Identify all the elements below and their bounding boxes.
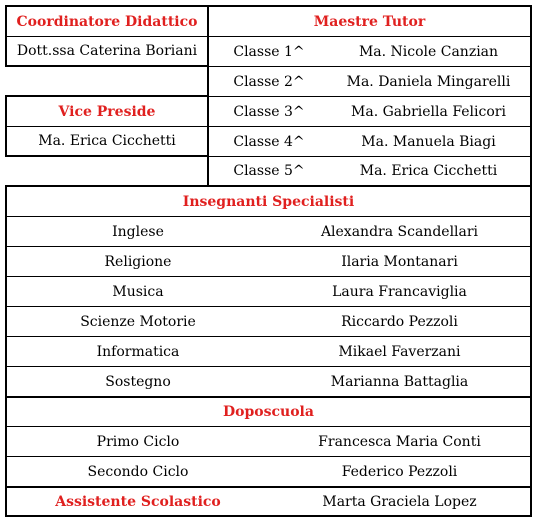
specialisti-title: Insegnanti Specialisti <box>182 193 355 210</box>
specialisti-name-3: Laura Francaviglia <box>332 283 467 300</box>
vice-preside-name: Ma. Erica Cicchetti <box>38 133 176 149</box>
doposcuola-title: Doposcuola <box>223 404 314 420</box>
specialisti-name-2: Ilaria Montanari <box>341 253 458 270</box>
tutor-classe-4: Classe 4^ <box>233 133 305 150</box>
tutor-classe-1: Classe 1^ <box>233 43 305 60</box>
maestre-tutor-title: Maestre Tutor <box>313 13 426 30</box>
coordinatore-box <box>5 5 209 67</box>
specialisti-subject-1: Inglese <box>112 223 164 240</box>
specialisti-name-5: Mikael Faverzani <box>338 343 461 360</box>
specialisti-subject-2: Religione <box>104 253 172 270</box>
maestre-tutor-box <box>207 5 532 187</box>
tutor-name-1: Ma. Nicole Canzian <box>358 43 499 60</box>
doposcuola-subject-2: Secondo Ciclo <box>87 463 189 480</box>
specialisti-name-6: Marianna Battaglia <box>330 373 469 390</box>
tutor-classe-5: Classe 5^ <box>233 163 305 179</box>
tutor-name-5: Ma. Erica Cicchetti <box>359 163 498 179</box>
specialisti-subject-4: Scienze Motorie <box>80 313 196 330</box>
specialisti-subject-3: Musica <box>112 283 164 300</box>
tutor-name-3: Ma. Gabriella Felicori <box>351 103 506 120</box>
tutor-name-2: Ma. Daniela Mingarelli <box>346 73 511 90</box>
staff-table <box>5 185 532 517</box>
specialisti-subject-5: Informatica <box>96 343 180 360</box>
tutor-classe-3: Classe 3^ <box>233 103 305 120</box>
assistente-title: Assistente Scolastico <box>55 493 221 510</box>
coordinatore-name: Dott.ssa Caterina Boriani <box>16 43 198 59</box>
assistente-name: Marta Graciela Lopez <box>322 493 477 510</box>
vice-preside-title: Vice Preside <box>58 103 156 120</box>
vice-preside-box <box>5 95 209 157</box>
doposcuola-name-1: Francesca Maria Conti <box>318 433 481 450</box>
tutor-classe-2: Classe 2^ <box>233 73 305 90</box>
specialisti-name-4: Riccardo Pezzoli <box>341 313 458 330</box>
tutor-name-4: Ma. Manuela Biagi <box>361 133 496 150</box>
coordinatore-title: Coordinatore Didattico <box>16 13 198 30</box>
specialisti-name-1: Alexandra Scandellari <box>320 223 479 240</box>
doposcuola-name-2: Federico Pezzoli <box>341 463 458 480</box>
doposcuola-subject-1: Primo Ciclo <box>96 433 180 450</box>
specialisti-subject-6: Sostegno <box>105 373 171 390</box>
